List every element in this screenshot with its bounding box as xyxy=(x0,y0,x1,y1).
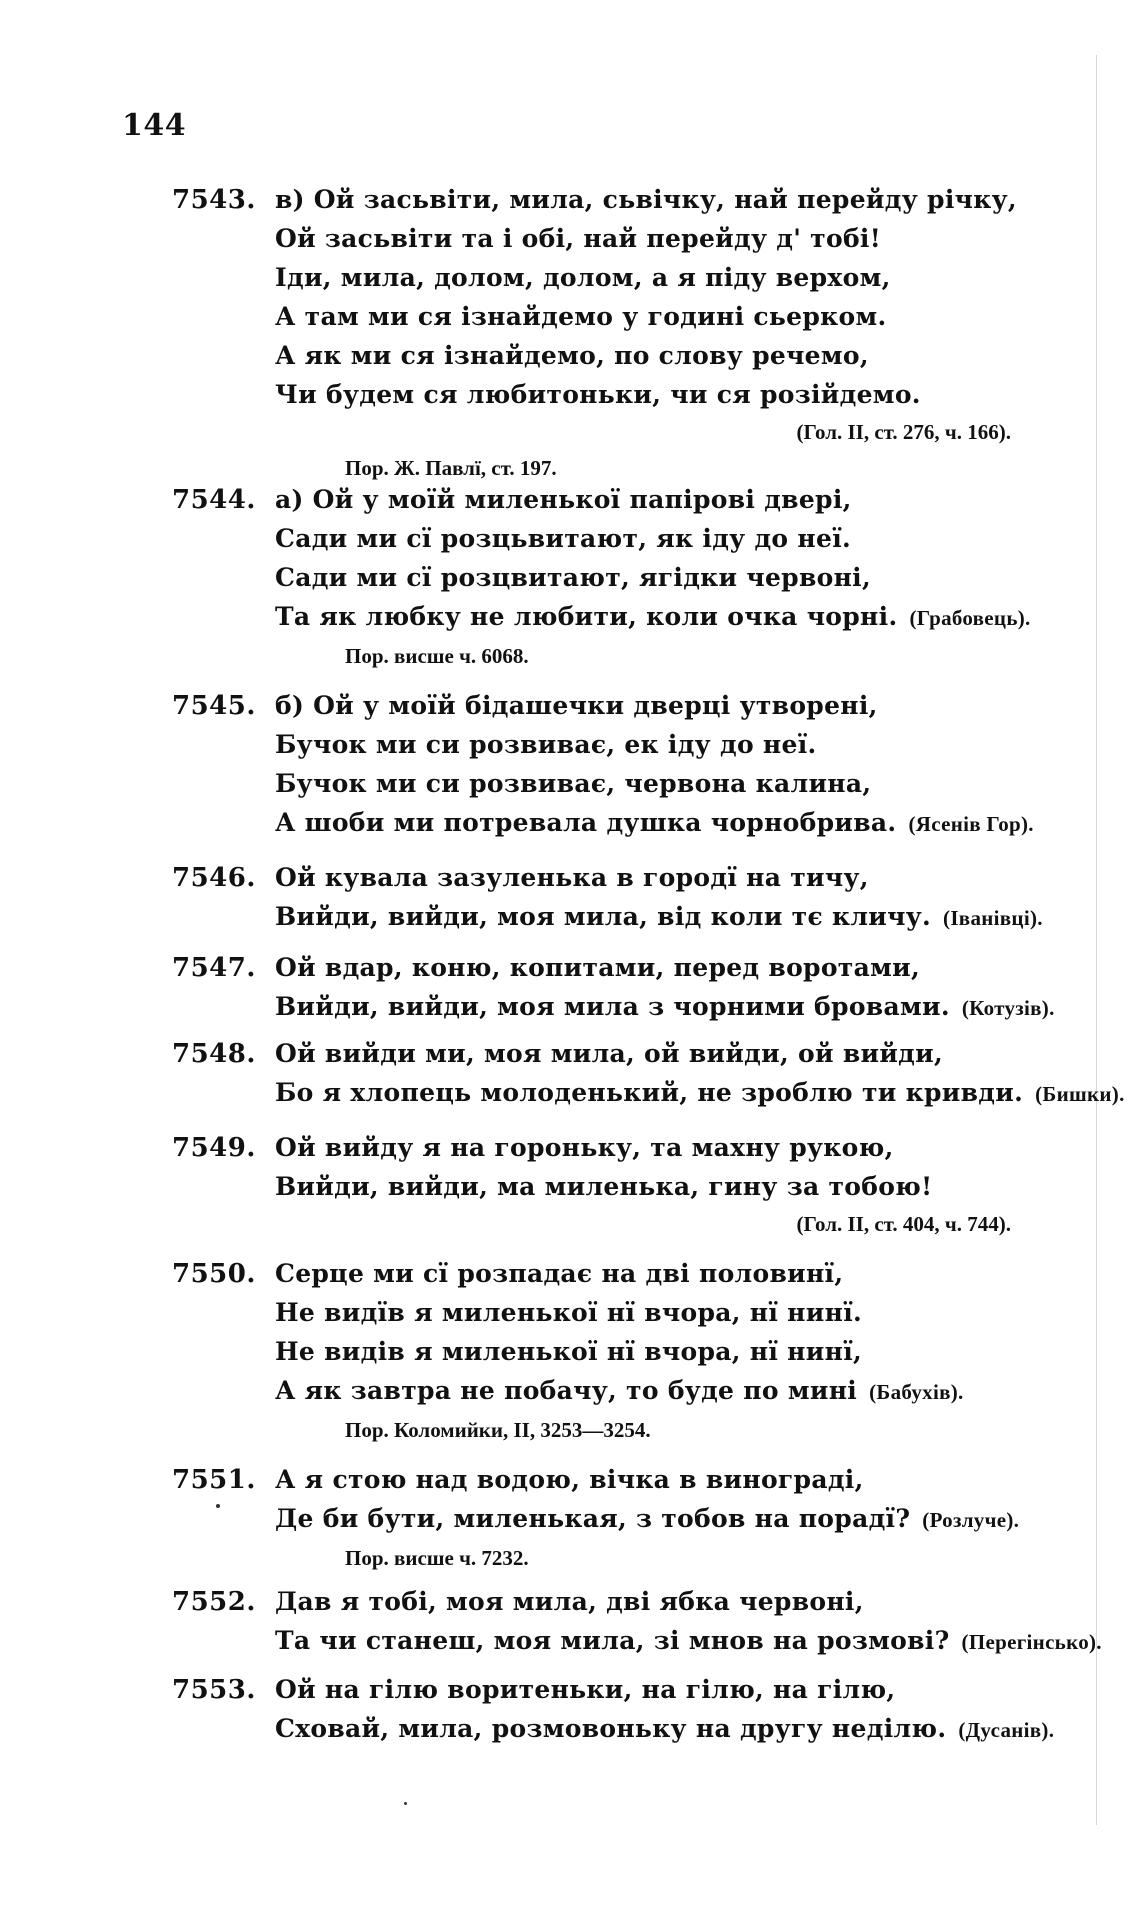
verse-line: Іди, мила, долом, долом, а я піду верхом, xyxy=(275,263,891,292)
verse-line: Бучок ми си розвиває, ек іду до неї. xyxy=(275,730,817,759)
verse-block xyxy=(275,948,1055,1028)
source-citation: (Ясенів Гор). xyxy=(908,812,1034,836)
verse-text: Де би бути, миленькая, з тобов на порадї? xyxy=(275,1504,911,1533)
verse-line: Не видів я миленької нї вчора, нї нинї, xyxy=(275,1337,863,1366)
verse-text: Вийди, вийди, моя мила з чорними бровами. xyxy=(275,992,950,1021)
verse-line: А як ми ся ізнайдемо, по слову речемо, xyxy=(275,341,869,370)
source-citation: (Бишки). xyxy=(1035,1082,1125,1106)
source-citation: (Котузів). xyxy=(961,996,1055,1020)
verse-text: А шоби ми потрeвала душка чорнобрива. xyxy=(275,808,897,837)
verse-block xyxy=(275,1128,1035,1242)
verse-line xyxy=(275,1499,1035,1540)
verse-block xyxy=(275,686,1035,844)
source-citation: (Розлуче). xyxy=(922,1508,1020,1532)
entry-number: 7545. xyxy=(172,691,256,721)
verse-line: Вийди, вийди, ма миленька, гину за тобою! xyxy=(275,1172,933,1201)
verse-block xyxy=(275,1254,1035,1448)
entry-number: 7553. xyxy=(172,1675,256,1705)
entry-number: 7551. xyxy=(172,1465,256,1495)
entry-number: 7552. xyxy=(172,1587,256,1617)
verse-text: А як завтра не побачу, то буде по мині xyxy=(275,1376,858,1405)
verse-line: Ой вдар, коню, копитами, перед воротами, xyxy=(275,953,920,982)
verse-line: б) Ой у моїй бідашечки дверці утворені, xyxy=(275,691,878,720)
verse-line: Дав я тобі, моя мила, дві ябка червоні, xyxy=(275,1587,864,1616)
verse-line: Ой вийду я на гороньку, та махну рукою, xyxy=(275,1133,894,1162)
source-citation: (Перегінсько). xyxy=(961,1630,1102,1654)
source-citation: (Бабухів). xyxy=(869,1380,964,1404)
cross-reference: Пор. Ж. Павлї, ст. 197. xyxy=(345,456,557,480)
cross-reference: Пор. висше ч. 6068. xyxy=(345,644,529,668)
entry-number: 7548. xyxy=(172,1039,256,1069)
entry-number: 7549. xyxy=(172,1133,256,1163)
verse-line: Ой засьвіти та і обі, най перейду д' тобі! xyxy=(275,224,881,253)
verse-line: Серце ми сї розпадає на дві половинї, xyxy=(275,1259,844,1288)
verse-line: Ой кувала зазуленька в городї на тичу, xyxy=(275,863,869,892)
verse-line: Сади ми сї розцвитают, ягідки червоні, xyxy=(275,563,871,592)
cross-reference: Пор. Коломийки, II, 3253—3254. xyxy=(345,1418,651,1442)
cross-reference: Пор. висше ч. 7232. xyxy=(345,1546,529,1570)
source-citation: (Гол. II, ст. 404, ч. 744). xyxy=(796,1212,1011,1236)
verse-text: Сховай, мила, розмовоньку на другу неділю. xyxy=(275,1714,947,1743)
verse-line: Ой вийди ми, моя мила, ой вийди, ой вийди, xyxy=(275,1039,943,1068)
verse-block xyxy=(275,858,1043,938)
verse-line xyxy=(275,1709,1055,1750)
ink-dot xyxy=(404,1802,407,1805)
source-citation: (Грабовець). xyxy=(909,606,1031,630)
verse-line xyxy=(275,1073,1125,1114)
verse-text: Вийди, вийди, моя мила, від коли тє кличу. xyxy=(275,902,932,931)
verse-line xyxy=(275,1621,1102,1662)
verse-line xyxy=(275,987,1055,1028)
verse-line: Не видїв я миленької нї вчора, нї нинї. xyxy=(275,1298,863,1327)
verse-line: а) Ой у моїй миленької папірові двері, xyxy=(275,485,852,514)
verse-line: Бучок ми си розвиває, червона калина, xyxy=(275,769,872,798)
entry-number: 7543. xyxy=(172,185,256,215)
verse-line xyxy=(275,897,1043,938)
source-citation: (Гол. II, ст. 276, ч. 166). xyxy=(796,420,1011,444)
verse-line: Сади ми сї розцьвитают, як іду до неї. xyxy=(275,524,852,553)
margin-rule xyxy=(1096,55,1097,1825)
page-number: 144 xyxy=(122,108,187,143)
verse-text: Та як любку не любити, коли очка чорні. xyxy=(275,602,898,631)
ink-dot xyxy=(216,1504,220,1508)
verse-block xyxy=(275,1582,1102,1662)
entry-number: 7544. xyxy=(172,485,256,515)
verse-line: Ой на гілю воритеньки, на гілю, на гілю, xyxy=(275,1675,896,1704)
verse-line: А я стою над водою, вічка в винограді, xyxy=(275,1465,864,1494)
verse-line xyxy=(275,1371,1035,1412)
verse-line: Чи будем ся любитоньки, чи ся розійдемо. xyxy=(275,380,921,409)
verse-block xyxy=(275,480,1035,674)
entry-number: 7546. xyxy=(172,863,256,893)
verse-line: в) Ой засьвіти, мила, сьвічку, най перейду річку, xyxy=(275,185,1017,214)
verse-line: А там ми ся ізнайдемо у годині сьерком. xyxy=(275,302,887,331)
source-citation: (Іванівці). xyxy=(943,906,1043,930)
verse-line xyxy=(275,803,1035,844)
entry-number: 7547. xyxy=(172,953,256,983)
verse-text: Та чи станеш, моя мила, зі мнов на розмові? xyxy=(275,1626,950,1655)
entry-number: 7550. xyxy=(172,1259,256,1289)
verse-text: Бо я хлопець молоденький, не зроблю ти кривди. xyxy=(275,1078,1024,1107)
verse-block xyxy=(275,180,1035,486)
verse-block xyxy=(275,1670,1055,1750)
source-citation: (Дусанів). xyxy=(958,1718,1055,1742)
verse-block xyxy=(275,1034,1125,1114)
verse-block xyxy=(275,1460,1035,1576)
verse-line xyxy=(275,597,1035,638)
